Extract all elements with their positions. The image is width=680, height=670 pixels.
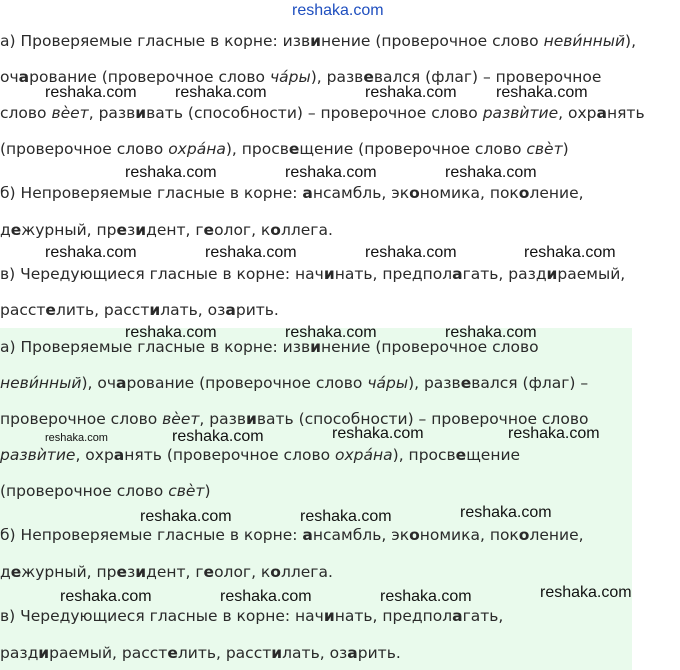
watermark: reshaka.com bbox=[445, 324, 537, 341]
task-c-line-2: расстелить, расстилать, озарить. bbox=[0, 301, 279, 319]
answer-b-line-2: дежурный, президент, геолог, коллега. bbox=[0, 563, 333, 581]
watermark: reshaka.com bbox=[172, 428, 264, 445]
answer-a-line-3: проверочное слово вѐет, развивать (способности) – проверочное слово bbox=[0, 410, 589, 428]
answer-c-line-2: раздираемый, расстелить, расстилать, озарить. bbox=[0, 644, 401, 662]
watermark: reshaka.com bbox=[45, 84, 137, 101]
task-a-line-1: а) Проверяемые гласные в корне: извинение (проверочное слово неви́нный), bbox=[0, 32, 637, 50]
watermark: reshaka.com bbox=[140, 508, 232, 525]
watermark: reshaka.com bbox=[175, 84, 267, 101]
answer-a-line-1: а) Проверяемые гласные в корне: извинение (проверочное слово bbox=[0, 338, 539, 356]
watermark: reshaka.com bbox=[332, 425, 424, 442]
answer-a-line-5: (проверочное слово свѐт) bbox=[0, 482, 211, 500]
task-a-line-4: (проверочное слово охра́на), просвещение (проверочное слово свѐт) bbox=[0, 140, 569, 158]
watermark: reshaka.com bbox=[285, 164, 377, 181]
watermark: reshaka.com bbox=[524, 244, 616, 261]
watermark: reshaka.com bbox=[445, 164, 537, 181]
watermark: reshaka.com bbox=[460, 504, 552, 521]
watermark: reshaka.com bbox=[300, 508, 392, 525]
task-a-line-2: очарование (проверочное слово ча́ры), развевался (флаг) – проверочное bbox=[0, 68, 602, 86]
watermark: reshaka.com bbox=[365, 244, 457, 261]
answer-c-line-1: в) Чередующиеся гласные в корне: начинать, предполагать, bbox=[0, 607, 504, 625]
watermark: reshaka.com bbox=[365, 84, 457, 101]
watermark: reshaka.com bbox=[45, 244, 137, 261]
watermark: reshaka.com bbox=[220, 588, 312, 605]
watermark: reshaka.com bbox=[45, 432, 108, 444]
watermark: reshaka.com bbox=[125, 324, 217, 341]
watermark: reshaka.com bbox=[496, 84, 588, 101]
task-a-line-3: слово вѐет, развивать (способности) – проверочное слово развѝтие, охранять bbox=[0, 104, 645, 122]
answer-a-line-2: неви́нный), очарование (проверочное слово ча́ры), развевался (флаг) – bbox=[0, 374, 589, 392]
task-b-line-2: дежурный, президент, геолог, коллега. bbox=[0, 221, 333, 239]
watermark: reshaka.com bbox=[540, 584, 632, 601]
watermark: reshaka.com bbox=[285, 324, 377, 341]
watermark: reshaka.com bbox=[205, 244, 297, 261]
watermark: reshaka.com bbox=[508, 425, 600, 442]
task-b-line-1: б) Непроверяемые гласные в корне: ансамбль, экономика, поколение, bbox=[0, 184, 584, 202]
site-watermark: reshaka.com bbox=[292, 2, 384, 19]
task-c-line-1: в) Чередующиеся гласные в корне: начинать, предполагать, раздираемый, bbox=[0, 265, 626, 283]
watermark: reshaka.com bbox=[125, 164, 217, 181]
watermark: reshaka.com bbox=[380, 588, 472, 605]
watermark: reshaka.com bbox=[60, 588, 152, 605]
answer-a-line-4: развѝтие, охранять (проверочное слово охра́на), просвещение bbox=[0, 446, 521, 464]
answer-b-line-1: б) Непроверяемые гласные в корне: ансамбль, экономика, поколение, bbox=[0, 526, 584, 544]
